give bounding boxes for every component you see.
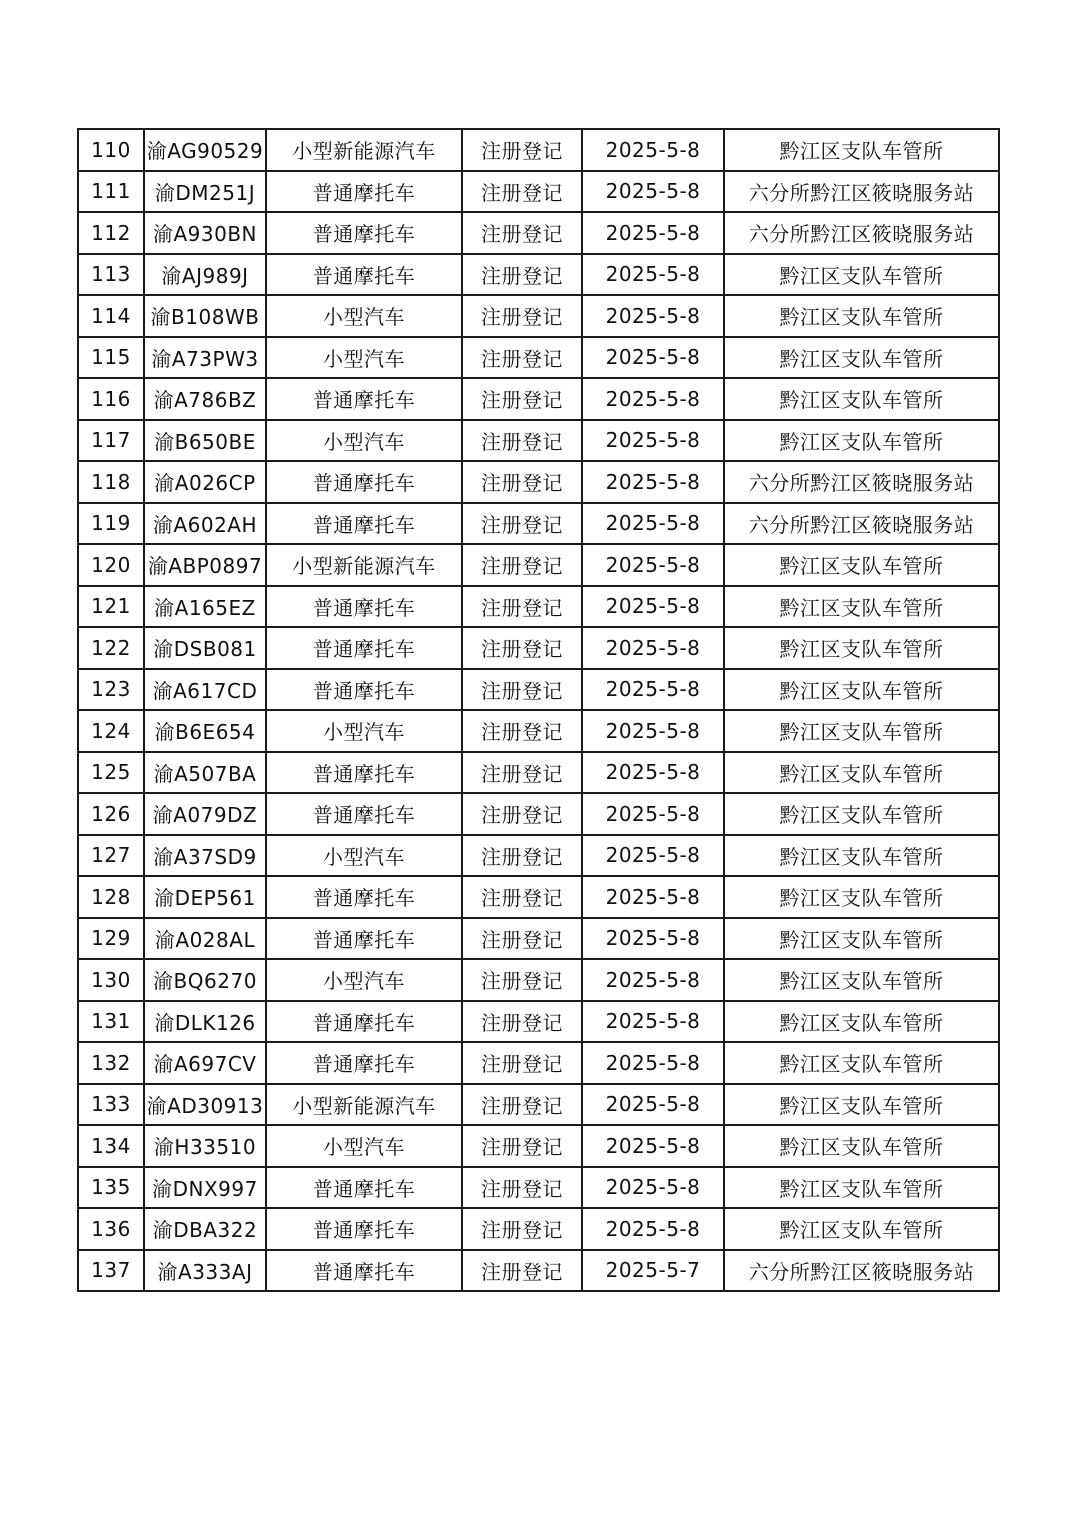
- vehicle-type-cell: 普通摩托车: [266, 171, 462, 213]
- table-row: [78, 1001, 999, 1043]
- plate-number-cell: 渝A333AJ: [144, 1250, 266, 1292]
- date-cell: 2025-5-8: [582, 1084, 724, 1126]
- row-number-cell: 120: [78, 544, 144, 586]
- row-number-cell: 126: [78, 793, 144, 835]
- vehicle-registration-table: [77, 128, 1000, 1292]
- business-type-cell: 注册登记: [462, 1001, 582, 1043]
- date-cell: 2025-5-8: [582, 461, 724, 503]
- business-type-cell: 注册登记: [462, 627, 582, 669]
- date-cell: 2025-5-8: [582, 752, 724, 794]
- row-number-cell: 137: [78, 1250, 144, 1292]
- row-number-cell: 133: [78, 1084, 144, 1126]
- row-number-cell: 130: [78, 959, 144, 1001]
- vehicle-type-cell: 小型新能源汽车: [266, 129, 462, 171]
- row-number-cell: 112: [78, 212, 144, 254]
- plate-number-cell: 渝BQ6270: [144, 959, 266, 1001]
- plate-number-cell: 渝A507BA: [144, 752, 266, 794]
- row-number-cell: 134: [78, 1125, 144, 1167]
- table-row: [78, 1250, 999, 1292]
- date-cell: 2025-5-8: [582, 835, 724, 877]
- table-row: [78, 420, 999, 462]
- plate-number-cell: 渝AJ989J: [144, 254, 266, 296]
- table-row: [78, 171, 999, 213]
- row-number-cell: 122: [78, 627, 144, 669]
- date-cell: 2025-5-8: [582, 1001, 724, 1043]
- table-row: [78, 586, 999, 628]
- vehicle-type-cell: 小型汽车: [266, 1125, 462, 1167]
- row-number-cell: 113: [78, 254, 144, 296]
- business-type-cell: 注册登记: [462, 378, 582, 420]
- row-number-cell: 128: [78, 876, 144, 918]
- date-cell: 2025-5-8: [582, 254, 724, 296]
- table-row: [78, 1084, 999, 1126]
- office-cell: 黔江区支队车管所: [724, 1208, 999, 1250]
- date-cell: 2025-5-8: [582, 420, 724, 462]
- office-cell: 黔江区支队车管所: [724, 710, 999, 752]
- table-row: [78, 1167, 999, 1209]
- vehicle-type-cell: 普通摩托车: [266, 669, 462, 711]
- office-cell: 黔江区支队车管所: [724, 295, 999, 337]
- vehicle-type-cell: 普通摩托车: [266, 793, 462, 835]
- row-number-cell: 124: [78, 710, 144, 752]
- row-number-cell: 115: [78, 337, 144, 379]
- row-number-cell: 110: [78, 129, 144, 171]
- date-cell: 2025-5-8: [582, 378, 724, 420]
- business-type-cell: 注册登记: [462, 669, 582, 711]
- office-cell: 黔江区支队车管所: [724, 586, 999, 628]
- office-cell: 黔江区支队车管所: [724, 918, 999, 960]
- vehicle-type-cell: 小型汽车: [266, 420, 462, 462]
- table-row: [78, 503, 999, 545]
- row-number-cell: 123: [78, 669, 144, 711]
- row-number-cell: 125: [78, 752, 144, 794]
- plate-number-cell: 渝DLK126: [144, 1001, 266, 1043]
- vehicle-type-cell: 普通摩托车: [266, 586, 462, 628]
- row-number-cell: 135: [78, 1167, 144, 1209]
- business-type-cell: 注册登记: [462, 959, 582, 1001]
- plate-number-cell: 渝A73PW3: [144, 337, 266, 379]
- table-row: [78, 1042, 999, 1084]
- office-cell: 黔江区支队车管所: [724, 254, 999, 296]
- table-row: [78, 835, 999, 877]
- plate-number-cell: 渝A079DZ: [144, 793, 266, 835]
- business-type-cell: 注册登记: [462, 420, 582, 462]
- vehicle-type-cell: 小型汽车: [266, 710, 462, 752]
- office-cell: 黔江区支队车管所: [724, 1001, 999, 1043]
- business-type-cell: 注册登记: [462, 1042, 582, 1084]
- date-cell: 2025-5-8: [582, 295, 724, 337]
- plate-number-cell: 渝A026CP: [144, 461, 266, 503]
- row-number-cell: 118: [78, 461, 144, 503]
- office-cell: 六分所黔江区筱晓服务站: [724, 212, 999, 254]
- vehicle-type-cell: 普通摩托车: [266, 752, 462, 794]
- business-type-cell: 注册登记: [462, 544, 582, 586]
- date-cell: 2025-5-8: [582, 129, 724, 171]
- vehicle-type-cell: 普通摩托车: [266, 918, 462, 960]
- office-cell: 黔江区支队车管所: [724, 793, 999, 835]
- office-cell: 黔江区支队车管所: [724, 876, 999, 918]
- plate-number-cell: 渝AD30913: [144, 1084, 266, 1126]
- office-cell: 六分所黔江区筱晓服务站: [724, 1250, 999, 1292]
- plate-number-cell: 渝A028AL: [144, 918, 266, 960]
- business-type-cell: 注册登记: [462, 254, 582, 296]
- row-number-cell: 117: [78, 420, 144, 462]
- office-cell: 黔江区支队车管所: [724, 835, 999, 877]
- business-type-cell: 注册登记: [462, 876, 582, 918]
- plate-number-cell: 渝DM251J: [144, 171, 266, 213]
- row-number-cell: 136: [78, 1208, 144, 1250]
- vehicle-type-cell: 小型汽车: [266, 337, 462, 379]
- plate-number-cell: 渝AG90529: [144, 129, 266, 171]
- office-cell: 黔江区支队车管所: [724, 1042, 999, 1084]
- vehicle-type-cell: 普通摩托车: [266, 212, 462, 254]
- table-row: [78, 254, 999, 296]
- office-cell: 黔江区支队车管所: [724, 378, 999, 420]
- plate-number-cell: 渝B6E654: [144, 710, 266, 752]
- table-row: [78, 669, 999, 711]
- date-cell: 2025-5-7: [582, 1250, 724, 1292]
- date-cell: 2025-5-8: [582, 1167, 724, 1209]
- table-row: [78, 1125, 999, 1167]
- plate-number-cell: 渝H33510: [144, 1125, 266, 1167]
- table-row: [78, 793, 999, 835]
- plate-number-cell: 渝A786BZ: [144, 378, 266, 420]
- table-row: [78, 627, 999, 669]
- office-cell: 黔江区支队车管所: [724, 129, 999, 171]
- office-cell: 六分所黔江区筱晓服务站: [724, 461, 999, 503]
- date-cell: 2025-5-8: [582, 212, 724, 254]
- date-cell: 2025-5-8: [582, 544, 724, 586]
- office-cell: 六分所黔江区筱晓服务站: [724, 503, 999, 545]
- business-type-cell: 注册登记: [462, 295, 582, 337]
- date-cell: 2025-5-8: [582, 1042, 724, 1084]
- business-type-cell: 注册登记: [462, 752, 582, 794]
- business-type-cell: 注册登记: [462, 586, 582, 628]
- date-cell: 2025-5-8: [582, 876, 724, 918]
- vehicle-type-cell: 小型新能源汽车: [266, 544, 462, 586]
- vehicle-type-cell: 小型新能源汽车: [266, 1084, 462, 1126]
- row-number-cell: 129: [78, 918, 144, 960]
- office-cell: 黔江区支队车管所: [724, 337, 999, 379]
- table-row: [78, 378, 999, 420]
- row-number-cell: 127: [78, 835, 144, 877]
- office-cell: 黔江区支队车管所: [724, 959, 999, 1001]
- table-row: [78, 212, 999, 254]
- plate-number-cell: 渝DSB081: [144, 627, 266, 669]
- business-type-cell: 注册登记: [462, 1208, 582, 1250]
- date-cell: 2025-5-8: [582, 337, 724, 379]
- date-cell: 2025-5-8: [582, 669, 724, 711]
- office-cell: 黔江区支队车管所: [724, 420, 999, 462]
- table-row: [78, 752, 999, 794]
- row-number-cell: 116: [78, 378, 144, 420]
- vehicle-type-cell: 普通摩托车: [266, 254, 462, 296]
- business-type-cell: 注册登记: [462, 171, 582, 213]
- row-number-cell: 119: [78, 503, 144, 545]
- plate-number-cell: 渝A602AH: [144, 503, 266, 545]
- office-cell: 六分所黔江区筱晓服务站: [724, 171, 999, 213]
- vehicle-type-cell: 小型汽车: [266, 295, 462, 337]
- office-cell: 黔江区支队车管所: [724, 752, 999, 794]
- business-type-cell: 注册登记: [462, 212, 582, 254]
- table-row: [78, 129, 999, 171]
- plate-number-cell: 渝A165EZ: [144, 586, 266, 628]
- business-type-cell: 注册登记: [462, 918, 582, 960]
- plate-number-cell: 渝A617CD: [144, 669, 266, 711]
- date-cell: 2025-5-8: [582, 503, 724, 545]
- office-cell: 黔江区支队车管所: [724, 544, 999, 586]
- office-cell: 黔江区支队车管所: [724, 1167, 999, 1209]
- date-cell: 2025-5-8: [582, 1125, 724, 1167]
- plate-number-cell: 渝DBA322: [144, 1208, 266, 1250]
- plate-number-cell: 渝DNX997: [144, 1167, 266, 1209]
- table-row: [78, 295, 999, 337]
- date-cell: 2025-5-8: [582, 627, 724, 669]
- table-row: [78, 461, 999, 503]
- table-row: [78, 876, 999, 918]
- date-cell: 2025-5-8: [582, 918, 724, 960]
- business-type-cell: 注册登记: [462, 129, 582, 171]
- row-number-cell: 131: [78, 1001, 144, 1043]
- vehicle-type-cell: 普通摩托车: [266, 378, 462, 420]
- vehicle-type-cell: 普通摩托车: [266, 461, 462, 503]
- row-number-cell: 114: [78, 295, 144, 337]
- row-number-cell: 132: [78, 1042, 144, 1084]
- date-cell: 2025-5-8: [582, 793, 724, 835]
- table-row: [78, 710, 999, 752]
- table-body: [78, 129, 999, 1291]
- plate-number-cell: 渝A37SD9: [144, 835, 266, 877]
- plate-number-cell: 渝A697CV: [144, 1042, 266, 1084]
- date-cell: 2025-5-8: [582, 586, 724, 628]
- business-type-cell: 注册登记: [462, 503, 582, 545]
- vehicle-type-cell: 普通摩托车: [266, 1001, 462, 1043]
- business-type-cell: 注册登记: [462, 1167, 582, 1209]
- vehicle-type-cell: 普通摩托车: [266, 1167, 462, 1209]
- table-row: [78, 959, 999, 1001]
- plate-number-cell: 渝ABP0897: [144, 544, 266, 586]
- date-cell: 2025-5-8: [582, 1208, 724, 1250]
- business-type-cell: 注册登记: [462, 793, 582, 835]
- business-type-cell: 注册登记: [462, 1084, 582, 1126]
- vehicle-type-cell: 普通摩托车: [266, 1208, 462, 1250]
- business-type-cell: 注册登记: [462, 710, 582, 752]
- business-type-cell: 注册登记: [462, 461, 582, 503]
- plate-number-cell: 渝DEP561: [144, 876, 266, 918]
- office-cell: 黔江区支队车管所: [724, 1084, 999, 1126]
- office-cell: 黔江区支队车管所: [724, 669, 999, 711]
- business-type-cell: 注册登记: [462, 1125, 582, 1167]
- plate-number-cell: 渝A930BN: [144, 212, 266, 254]
- date-cell: 2025-5-8: [582, 171, 724, 213]
- table-row: [78, 1208, 999, 1250]
- office-cell: 黔江区支队车管所: [724, 1125, 999, 1167]
- office-cell: 黔江区支队车管所: [724, 627, 999, 669]
- plate-number-cell: 渝B108WB: [144, 295, 266, 337]
- business-type-cell: 注册登记: [462, 337, 582, 379]
- business-type-cell: 注册登记: [462, 835, 582, 877]
- row-number-cell: 111: [78, 171, 144, 213]
- business-type-cell: 注册登记: [462, 1250, 582, 1292]
- vehicle-type-cell: 普通摩托车: [266, 1250, 462, 1292]
- date-cell: 2025-5-8: [582, 959, 724, 1001]
- vehicle-type-cell: 普通摩托车: [266, 1042, 462, 1084]
- plate-number-cell: 渝B650BE: [144, 420, 266, 462]
- vehicle-type-cell: 小型汽车: [266, 959, 462, 1001]
- row-number-cell: 121: [78, 586, 144, 628]
- vehicle-type-cell: 普通摩托车: [266, 503, 462, 545]
- date-cell: 2025-5-8: [582, 710, 724, 752]
- vehicle-type-cell: 小型汽车: [266, 835, 462, 877]
- vehicle-type-cell: 普通摩托车: [266, 876, 462, 918]
- vehicle-type-cell: 普通摩托车: [266, 627, 462, 669]
- table-row: [78, 918, 999, 960]
- table-row: [78, 337, 999, 379]
- table-row: [78, 544, 999, 586]
